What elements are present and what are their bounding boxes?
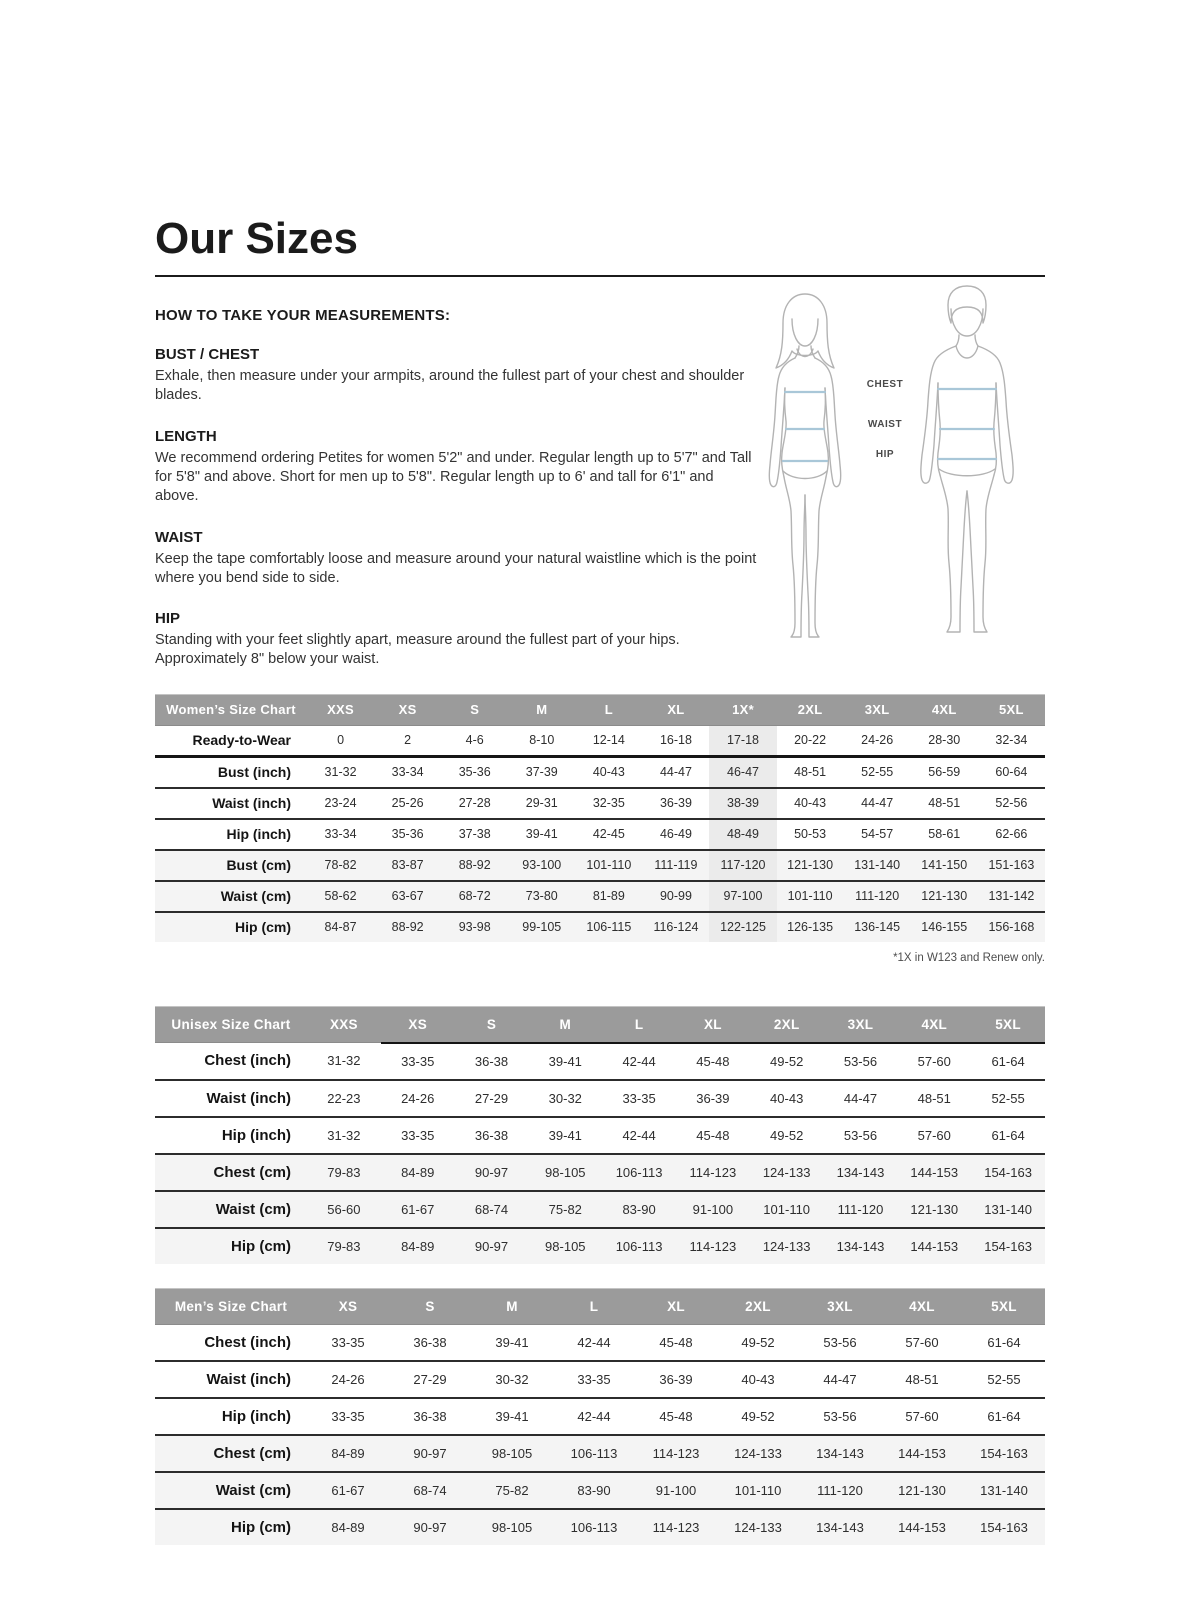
table-row xyxy=(155,788,1045,819)
size-cell: 33-35 xyxy=(381,1117,455,1154)
size-cell: 93-100 xyxy=(508,850,575,881)
column-header-xxs: XXS xyxy=(307,694,374,725)
column-header-l: L xyxy=(553,1288,635,1324)
table-title: Men’s Size Chart xyxy=(155,1288,307,1324)
womens-size-chart xyxy=(155,694,1045,942)
figure-label-hip: HIP xyxy=(875,449,895,461)
section-body: Standing with your feet slightly apart, measure around the fullest part of your hips. Approximately 8" below your waist. xyxy=(155,632,680,668)
size-cell: 39-41 xyxy=(495,1334,529,1350)
table-row xyxy=(155,725,1045,756)
size-cell: 81-89 xyxy=(575,881,642,912)
size-cell: 31-32 xyxy=(307,1117,381,1154)
size-cell: 32-34 xyxy=(978,725,1045,756)
row-label: Chest (cm) xyxy=(155,1154,307,1191)
size-cell: 52-55 xyxy=(844,756,911,788)
size-cell: 48-51 xyxy=(881,1361,963,1398)
size-cell: 106-113 xyxy=(553,1435,635,1472)
size-cell: 101-110 xyxy=(750,1191,824,1228)
column-header-3xl: 3XL xyxy=(844,694,911,725)
column-header-5xl: 5XL xyxy=(963,1288,1045,1324)
size-cell: 39-41 xyxy=(548,1053,582,1069)
size-cell: 90-99 xyxy=(642,881,709,912)
size-cell: 16-18 xyxy=(642,725,709,756)
size-cell: 23-24 xyxy=(307,788,374,819)
size-cell: 144-153 xyxy=(881,1509,963,1545)
size-cell: 45-48 xyxy=(659,1334,693,1350)
size-cell: 52-55 xyxy=(963,1361,1045,1398)
size-cell: 30-32 xyxy=(471,1361,553,1398)
row-label: Chest (inch) xyxy=(204,1333,291,1351)
size-cell: 131-140 xyxy=(971,1191,1045,1228)
size-cell: 154-163 xyxy=(971,1154,1045,1191)
size-cell: 48-51 xyxy=(777,756,844,788)
size-cell: 114-123 xyxy=(676,1154,750,1191)
size-cell: 75-82 xyxy=(528,1191,602,1228)
size-cell: 29-31 xyxy=(508,788,575,819)
size-cell: 35-36 xyxy=(374,819,441,850)
column-header-3xl: 3XL xyxy=(824,1006,898,1043)
row-label: Hip (cm) xyxy=(155,1509,307,1545)
size-chart-table-unisex xyxy=(155,1006,1045,1264)
size-cell: 90-97 xyxy=(455,1228,529,1264)
table-row xyxy=(155,1361,1045,1398)
size-cell: 63-67 xyxy=(374,881,441,912)
unisex-size-chart xyxy=(155,1006,1045,1264)
size-cell: 42-44 xyxy=(577,1334,611,1350)
size-cell: 122-125 xyxy=(709,912,776,942)
male-figure-illustration xyxy=(907,283,1027,635)
column-header-1x: 1X* xyxy=(709,694,776,725)
size-cell: 61-67 xyxy=(381,1191,455,1228)
size-cell: 78-82 xyxy=(307,850,374,881)
size-cell: 121-130 xyxy=(881,1472,963,1509)
column-header-xl: XL xyxy=(676,1006,750,1043)
size-cell: 83-87 xyxy=(374,850,441,881)
size-cell: 53-56 xyxy=(799,1398,881,1435)
size-cell: 39-41 xyxy=(471,1398,553,1435)
size-cell: 83-90 xyxy=(602,1191,676,1228)
size-cell: 84-87 xyxy=(307,912,374,942)
size-cell: 61-64 xyxy=(987,1334,1021,1350)
size-cell: 93-98 xyxy=(441,912,508,942)
size-cell: 131-140 xyxy=(963,1472,1045,1509)
size-cell: 106-113 xyxy=(602,1228,676,1264)
row-label: Waist (cm) xyxy=(155,1472,307,1509)
column-header-xs: XS xyxy=(381,1006,455,1043)
size-cell: 124-133 xyxy=(750,1154,824,1191)
size-cell: 144-153 xyxy=(881,1435,963,1472)
instruction-sections xyxy=(155,346,757,670)
page-title: Our Sizes xyxy=(155,214,358,263)
size-cell: 49-52 xyxy=(741,1334,775,1350)
size-cell: 33-35 xyxy=(602,1080,676,1117)
size-cell: 134-143 xyxy=(824,1228,898,1264)
size-cell: 46-49 xyxy=(642,819,709,850)
size-cell: 124-133 xyxy=(750,1228,824,1264)
size-cell: 106-113 xyxy=(553,1509,635,1545)
size-cell: 45-48 xyxy=(676,1117,750,1154)
table-row xyxy=(155,1324,1045,1361)
table-row xyxy=(155,819,1045,850)
row-label: Hip (inch) xyxy=(155,1398,307,1435)
size-cell: 98-105 xyxy=(528,1154,602,1191)
size-cell: 57-60 xyxy=(881,1398,963,1435)
size-cell: 84-89 xyxy=(307,1435,389,1472)
table-row xyxy=(155,1154,1045,1191)
size-cell: 111-119 xyxy=(642,850,709,881)
row-label: Waist (inch) xyxy=(155,788,307,819)
measurement-lines xyxy=(938,389,996,459)
size-cell: 154-163 xyxy=(963,1509,1045,1545)
row-label: Bust (inch) xyxy=(155,756,307,788)
size-cell: 33-34 xyxy=(307,819,374,850)
section-body: Keep the tape comfortably loose and measure around your natural waistline which is the point where you bend side to side. xyxy=(155,550,757,586)
size-cell: 54-57 xyxy=(844,819,911,850)
size-cell: 4-6 xyxy=(441,725,508,756)
size-cell: 141-150 xyxy=(911,850,978,881)
size-cell: 37-38 xyxy=(441,819,508,850)
size-cell: 20-22 xyxy=(777,725,844,756)
size-cell: 97-100 xyxy=(709,881,776,912)
mens-size-chart xyxy=(155,1288,1045,1545)
size-cell: 88-92 xyxy=(374,912,441,942)
size-cell: 28-30 xyxy=(911,725,978,756)
size-cell: 124-133 xyxy=(717,1509,799,1545)
size-cell: 88-92 xyxy=(441,850,508,881)
size-cell: 79-83 xyxy=(307,1228,381,1264)
column-header-l: L xyxy=(602,1006,676,1043)
size-cell: 84-89 xyxy=(307,1509,389,1545)
size-cell: 49-52 xyxy=(717,1398,799,1435)
measurement-instructions xyxy=(155,307,757,670)
size-cell: 98-105 xyxy=(471,1435,553,1472)
size-cell: 17-18 xyxy=(709,725,776,756)
size-cell: 60-64 xyxy=(978,756,1045,788)
size-cell: 0 xyxy=(307,725,374,756)
size-cell: 48-49 xyxy=(709,819,776,850)
size-cell: 134-143 xyxy=(824,1154,898,1191)
size-cell: 114-123 xyxy=(635,1509,717,1545)
intro-section xyxy=(155,307,1045,670)
size-cell: 36-38 xyxy=(474,1053,509,1069)
size-cell: 27-29 xyxy=(455,1080,529,1117)
size-cell: 36-39 xyxy=(676,1080,750,1117)
page-content xyxy=(155,0,1045,1545)
size-cell: 62-66 xyxy=(978,819,1045,850)
size-cell: 90-97 xyxy=(389,1435,471,1472)
size-cell: 83-90 xyxy=(553,1472,635,1509)
size-cell: 53-56 xyxy=(823,1334,857,1350)
size-cell: 25-26 xyxy=(374,788,441,819)
column-header-4xl: 4XL xyxy=(911,694,978,725)
column-header-5xl: 5XL xyxy=(971,1006,1045,1043)
size-cell: 134-143 xyxy=(799,1435,881,1472)
section-heading: WAIST xyxy=(155,528,203,546)
row-label: Hip (cm) xyxy=(155,1228,307,1264)
section-heading: BUST / CHEST xyxy=(155,346,260,364)
size-cell: 48-51 xyxy=(911,788,978,819)
womens-size-chart-section xyxy=(155,694,1045,964)
table-row xyxy=(155,1080,1045,1117)
size-cell: 75-82 xyxy=(471,1472,553,1509)
size-cell: 90-97 xyxy=(389,1509,471,1545)
size-cell: 40-43 xyxy=(575,756,642,788)
size-chart-table-women xyxy=(155,694,1045,942)
size-cell: 106-113 xyxy=(602,1154,676,1191)
size-cell: 98-105 xyxy=(528,1228,602,1264)
unisex-size-chart-section xyxy=(155,1006,1045,1264)
row-label: Hip (cm) xyxy=(155,912,307,942)
table-row xyxy=(155,1228,1045,1264)
size-cell: 8-10 xyxy=(508,725,575,756)
size-cell: 61-67 xyxy=(307,1472,389,1509)
size-cell: 68-74 xyxy=(389,1472,471,1509)
size-cell: 24-26 xyxy=(381,1080,455,1117)
size-cell: 12-14 xyxy=(575,725,642,756)
size-cell: 68-74 xyxy=(455,1191,529,1228)
size-cell: 31-32 xyxy=(327,1053,361,1069)
size-cell: 61-64 xyxy=(963,1398,1045,1435)
section-body: Exhale, then measure under your armpits, around the fullest part of your chest and shoulder blades. xyxy=(155,368,745,404)
table-title: Women’s Size Chart xyxy=(155,694,307,725)
column-header-xs: XS xyxy=(374,694,441,725)
size-cell: 121-130 xyxy=(777,850,844,881)
size-cell: 73-80 xyxy=(508,881,575,912)
size-chart-table-men xyxy=(155,1288,1045,1545)
size-cell: 79-83 xyxy=(307,1154,381,1191)
measurement-lines xyxy=(783,392,827,461)
size-cell: 98-105 xyxy=(471,1509,553,1545)
size-cell: 144-153 xyxy=(897,1154,971,1191)
column-header-5xl: 5XL xyxy=(978,694,1045,725)
size-cell: 33-35 xyxy=(401,1053,435,1069)
size-cell: 154-163 xyxy=(971,1228,1045,1264)
column-header-m: M xyxy=(471,1288,553,1324)
column-header-2xl: 2XL xyxy=(777,694,844,725)
size-cell: 50-53 xyxy=(777,819,844,850)
size-cell: 53-56 xyxy=(824,1117,898,1154)
size-cell: 58-61 xyxy=(911,819,978,850)
size-cell: 44-47 xyxy=(799,1361,881,1398)
size-cell: 114-123 xyxy=(676,1228,750,1264)
size-cell: 36-39 xyxy=(642,788,709,819)
section-heading: HIP xyxy=(155,610,181,628)
size-cell: 44-47 xyxy=(844,788,911,819)
row-label: Bust (cm) xyxy=(155,850,307,881)
size-cell: 40-43 xyxy=(777,788,844,819)
size-cell: 156-168 xyxy=(978,912,1045,942)
row-label: Waist (inch) xyxy=(155,1080,307,1117)
column-header-xxs: XXS xyxy=(307,1006,381,1043)
size-cell: 84-89 xyxy=(381,1154,455,1191)
size-cell: 42-44 xyxy=(553,1398,635,1435)
size-cell: 131-142 xyxy=(978,881,1045,912)
table-row xyxy=(155,1398,1045,1435)
column-header-m: M xyxy=(508,694,575,725)
size-cell: 57-60 xyxy=(905,1334,939,1350)
size-cell: 136-145 xyxy=(844,912,911,942)
size-cell: 48-51 xyxy=(897,1080,971,1117)
size-cell: 44-47 xyxy=(642,756,709,788)
size-cell: 121-130 xyxy=(911,881,978,912)
size-cell: 91-100 xyxy=(676,1191,750,1228)
size-cell: 33-35 xyxy=(307,1398,389,1435)
table-row xyxy=(155,756,1045,788)
table-row xyxy=(155,1191,1045,1228)
size-cell: 58-62 xyxy=(307,881,374,912)
size-cell: 38-39 xyxy=(709,788,776,819)
column-header-s: S xyxy=(389,1288,471,1324)
figure-label-waist: WAIST xyxy=(867,419,903,431)
table-row xyxy=(155,912,1045,942)
column-header-4xl: 4XL xyxy=(881,1288,963,1324)
size-cell: 49-52 xyxy=(750,1117,824,1154)
column-header-xl: XL xyxy=(642,694,709,725)
size-cell: 134-143 xyxy=(799,1509,881,1545)
column-header-s: S xyxy=(441,694,508,725)
size-cell: 117-120 xyxy=(709,850,776,881)
column-header-3xl: 3XL xyxy=(799,1288,881,1324)
column-header-l: L xyxy=(575,694,642,725)
size-cell: 111-120 xyxy=(824,1191,898,1228)
row-label: Waist (inch) xyxy=(155,1361,307,1398)
column-header-2xl: 2XL xyxy=(717,1288,799,1324)
size-cell: 56-60 xyxy=(307,1191,381,1228)
size-cell: 42-44 xyxy=(602,1117,676,1154)
size-cell: 99-105 xyxy=(508,912,575,942)
size-cell: 121-130 xyxy=(897,1191,971,1228)
size-cell: 52-55 xyxy=(971,1080,1045,1117)
size-cell: 39-41 xyxy=(528,1117,602,1154)
table-header-row xyxy=(155,1006,1045,1043)
size-cell: 32-35 xyxy=(575,788,642,819)
size-cell: 39-41 xyxy=(508,819,575,850)
size-cell: 22-23 xyxy=(307,1080,381,1117)
size-cell: 42-45 xyxy=(575,819,642,850)
size-cell: 68-72 xyxy=(441,881,508,912)
section-body: We recommend ordering Petites for women 5'2" and under. Regular length up to 5'7" and Tall for 5'8" and above. Short for men up to 5'8". Regular length up to 6' and tall for 6'1" and above. xyxy=(155,449,752,505)
womens-chart-footnote: *1X in W123 and Renew only. xyxy=(893,951,1045,964)
size-cell: 101-110 xyxy=(717,1472,799,1509)
table-row xyxy=(155,1117,1045,1154)
size-cell: 27-28 xyxy=(441,788,508,819)
row-label: Ready-to-Wear xyxy=(155,725,307,756)
table-row xyxy=(155,850,1045,881)
size-cell: 42-44 xyxy=(622,1053,656,1069)
column-header-4xl: 4XL xyxy=(897,1006,971,1043)
size-cell: 40-43 xyxy=(750,1080,824,1117)
size-cell: 37-39 xyxy=(508,756,575,788)
section-heading: LENGTH xyxy=(155,427,217,445)
female-figure-illustration xyxy=(755,289,855,641)
size-cell: 36-39 xyxy=(635,1361,717,1398)
size-cell: 57-60 xyxy=(897,1117,971,1154)
size-cell: 45-48 xyxy=(696,1053,730,1069)
size-cell: 30-32 xyxy=(528,1080,602,1117)
size-cell: 126-135 xyxy=(777,912,844,942)
size-cell: 2 xyxy=(374,725,441,756)
size-cell: 36-38 xyxy=(413,1334,447,1350)
table-title: Unisex Size Chart xyxy=(155,1006,307,1043)
row-label: Hip (inch) xyxy=(155,819,307,850)
table-header-row xyxy=(155,694,1045,725)
size-cell: 61-64 xyxy=(991,1053,1025,1069)
size-cell: 24-26 xyxy=(844,725,911,756)
title-divider xyxy=(155,275,1045,277)
measurement-figures xyxy=(755,283,1045,637)
size-cell: 131-140 xyxy=(844,850,911,881)
size-cell: 24-26 xyxy=(307,1361,389,1398)
size-cell: 101-110 xyxy=(575,850,642,881)
column-header-xs: XS xyxy=(307,1288,389,1324)
table-row xyxy=(155,1509,1045,1545)
size-cell: 35-36 xyxy=(441,756,508,788)
size-cell: 61-64 xyxy=(971,1117,1045,1154)
size-cell: 124-133 xyxy=(717,1435,799,1472)
column-header-s: S xyxy=(455,1006,529,1043)
mens-size-chart-section xyxy=(155,1288,1045,1545)
figure-label-chest: CHEST xyxy=(866,379,904,391)
size-cell: 114-123 xyxy=(635,1435,717,1472)
size-cell: 46-47 xyxy=(709,756,776,788)
size-cell: 27-29 xyxy=(389,1361,471,1398)
row-label: Waist (cm) xyxy=(155,881,307,912)
row-label: Waist (cm) xyxy=(155,1191,307,1228)
size-cell: 36-38 xyxy=(389,1398,471,1435)
size-cell: 154-163 xyxy=(963,1435,1045,1472)
size-cell: 49-52 xyxy=(770,1053,804,1069)
table-row xyxy=(155,881,1045,912)
column-header-m: M xyxy=(528,1006,602,1043)
table-header-row xyxy=(155,1288,1045,1324)
size-cell: 91-100 xyxy=(635,1472,717,1509)
size-cell: 116-124 xyxy=(642,912,709,942)
size-cell: 36-38 xyxy=(455,1117,529,1154)
row-label: Chest (inch) xyxy=(204,1052,291,1070)
how-to-heading: HOW TO TAKE YOUR MEASUREMENTS: xyxy=(155,307,451,325)
size-cell: 31-32 xyxy=(307,756,374,788)
size-cell: 101-110 xyxy=(777,881,844,912)
size-cell: 33-34 xyxy=(374,756,441,788)
size-cell: 146-155 xyxy=(911,912,978,942)
table-row xyxy=(155,1043,1045,1080)
size-cell: 111-120 xyxy=(844,881,911,912)
table-row xyxy=(155,1435,1045,1472)
size-cell: 33-35 xyxy=(331,1334,365,1350)
table-row xyxy=(155,1472,1045,1509)
size-cell: 106-115 xyxy=(575,912,642,942)
size-cell: 44-47 xyxy=(824,1080,898,1117)
size-cell: 45-48 xyxy=(635,1398,717,1435)
size-cell: 151-163 xyxy=(978,850,1045,881)
size-cell: 111-120 xyxy=(799,1472,881,1509)
size-cell: 57-60 xyxy=(917,1053,951,1069)
size-cell: 52-56 xyxy=(978,788,1045,819)
column-header-xl: XL xyxy=(635,1288,717,1324)
size-cell: 84-89 xyxy=(381,1228,455,1264)
row-label: Chest (cm) xyxy=(155,1435,307,1472)
size-cell: 144-153 xyxy=(897,1228,971,1264)
size-cell: 53-56 xyxy=(843,1053,878,1069)
size-cell: 33-35 xyxy=(553,1361,635,1398)
column-header-2xl: 2XL xyxy=(750,1006,824,1043)
row-label: Hip (inch) xyxy=(155,1117,307,1154)
size-cell: 40-43 xyxy=(717,1361,799,1398)
size-cell: 56-59 xyxy=(911,756,978,788)
size-cell: 90-97 xyxy=(455,1154,529,1191)
